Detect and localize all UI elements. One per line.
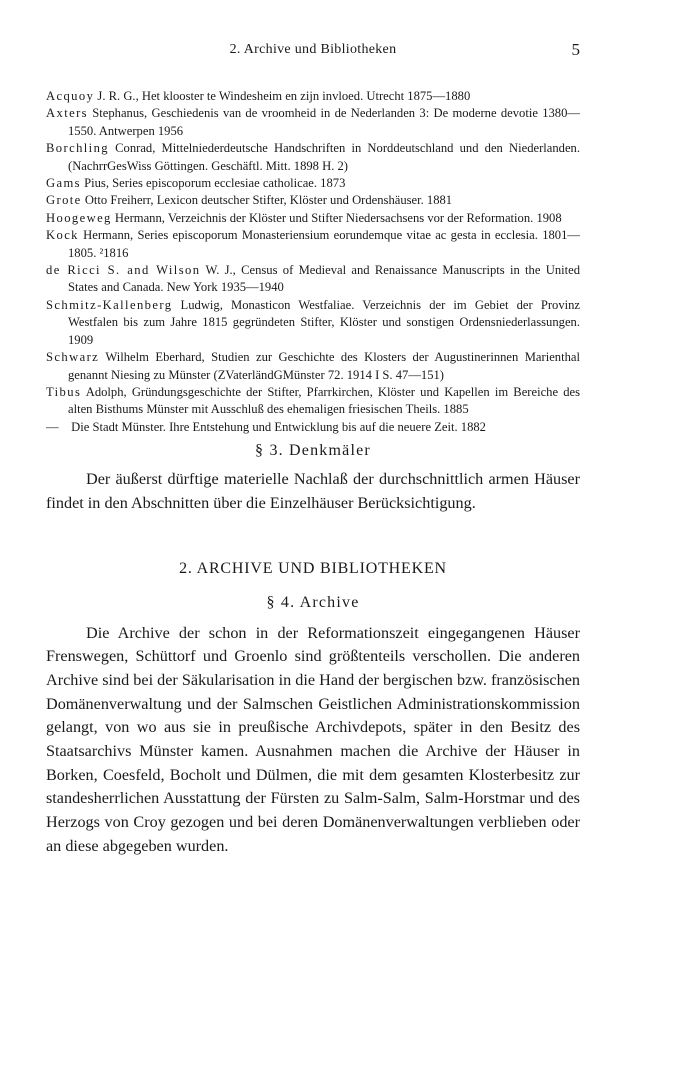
bibliography-entry [46, 175, 580, 192]
entry-author: Kock [46, 228, 79, 243]
bibliography-entry [46, 384, 580, 419]
entry-author: Tibus [46, 384, 82, 399]
entry-text: W. J., Census of Medieval and Renaissance Manuscripts in the United States and Canada. New York 1935—1940 [68, 263, 581, 295]
entry-author: Schwarz [46, 350, 100, 365]
entry-author: de Ricci S. and Wilson [46, 263, 201, 278]
bibliography-entry [46, 210, 580, 227]
chapter-heading: 2. ARCHIVE UND BIBLIOTHEKEN [179, 559, 447, 577]
bibliography-entry [46, 88, 580, 105]
entry-text: Stephanus, Geschiedenis van de vroomheid in de Nederlanden 3: De moderne devotie 1380—1550. Antwerpen 1956 [68, 106, 580, 138]
entry-author: Grote [46, 193, 82, 208]
entry-text: Hermann, Verzeichnis der Klöster und Stifter Niedersachsens vor der Reformation. 1908 [111, 210, 562, 225]
entry-author: Hoogeweg [46, 210, 112, 225]
entry-text: Otto Freiherr, Lexicon deutscher Stifter, Klöster und Ordenshäuser. 1881 [81, 193, 453, 208]
bibliography-entry [46, 140, 580, 175]
bibliography-entry [46, 297, 580, 349]
bibliography-entry [46, 419, 580, 436]
entry-text: Conrad, Mittelniederdeutsche Handschriften in Norddeutschland und den Niederlanden. (NachrrGesWiss Göttingen. Geschäftl. Mitt. 1898 H. 2) [68, 141, 580, 173]
bibliography-list [46, 88, 580, 436]
entry-text: Adolph, Gründungsgeschichte der Stifter, Pfarrkirchen, Klöster und Kapellen im Bereiche des alten Bisthums Münster mit Ausschluß des ehemaligen friesischen Theils. 1885 [68, 384, 580, 417]
bibliography-entry [46, 227, 580, 262]
entry-text: Hermann, Series episcoporum Monasteriensium eorundemque vitae ac gesta in ecclesia. 1801—1805. ²1816 [68, 228, 580, 260]
section-heading-archive: § 4. Archive [266, 593, 360, 611]
entry-author: Axters [46, 106, 88, 121]
entry-author-dash: — [46, 419, 59, 434]
bibliography-entry [46, 262, 580, 297]
section-paragraph-denkmaeler: Der äußerst dürftige materielle Nachlaß der durchschnittlich armen Häuser findet in den Abschnitten über die Einzelhäuser Berücksichtigung. [46, 470, 580, 512]
running-head [46, 40, 580, 66]
entry-author: Acquoy [46, 89, 95, 103]
entry-text: Ludwig, Monasticon Westfaliae. Verzeichnis der im Gebiet der Provinz Westfalen bis zum Jahre 1815 gegründeten Stifter, Klöster und sonstigen Ordensniederlassungen. 1909 [68, 297, 580, 347]
bibliography-entry [46, 105, 580, 140]
entry-author: Gams [46, 176, 81, 191]
section-heading-denkmaeler: § 3. Denkmäler [255, 442, 371, 460]
bibliography-entry [46, 349, 580, 384]
entry-author: Borchling [46, 141, 109, 156]
entry-text: Pius, Series episcoporum ecclesiae catholicae. 1873 [80, 176, 346, 191]
entry-text: Die Stadt Münster. Ihre Entstehung und Entwicklung bis auf die neuere Zeit. 1882 [68, 419, 486, 434]
entry-text: J. R. G., Het klooster te Windesheim en zijn invloed. Utrecht 1875—1880 [94, 89, 471, 103]
bibliography-entry [46, 192, 580, 209]
section-paragraph-archive: Die Archive der schon in der Reformationszeit eingegangenen Häuser Frenswegen, Schüttorf und Groenlo sind größtenteils verschollen. Die anderen Archive sind bei der Säkularisation in die Hand der bergischen bzw. französischen Domänenverwaltung und der Salmschen Geistlichen Administrationskommission gelangt, von wo aus sie in preußische Archivdepots, später in den Besitz des Staatsarchivs Münster kamen. Ausnahmen machen die Archive der Häuser in Borken, Coesfeld, Bocholt und Dülmen, die mit dem gesamten Klosterbesitz zur standesherrlichen Ausstattung der Fürsten zu Salm-Salm, Salm-Horstmar und des Herzogs von Croy gezogen und bei deren Domänenverwaltungen verblieben oder an diese abgegeben wurden. [46, 623, 580, 855]
document-page [46, 40, 580, 859]
entry-author: Schmitz-Kallenberg [46, 297, 173, 312]
page-number: 5 [571, 40, 580, 59]
running-head-title: 2. Archive und Bibliotheken [229, 42, 397, 57]
entry-text: Wilhelm Eberhard, Studien zur Geschichte des Klosters der Augustinerinnen Marienthal genannt Niesing zu Münster (ZVaterländGMünster 72. 1914 I S. 47—151) [68, 350, 580, 382]
